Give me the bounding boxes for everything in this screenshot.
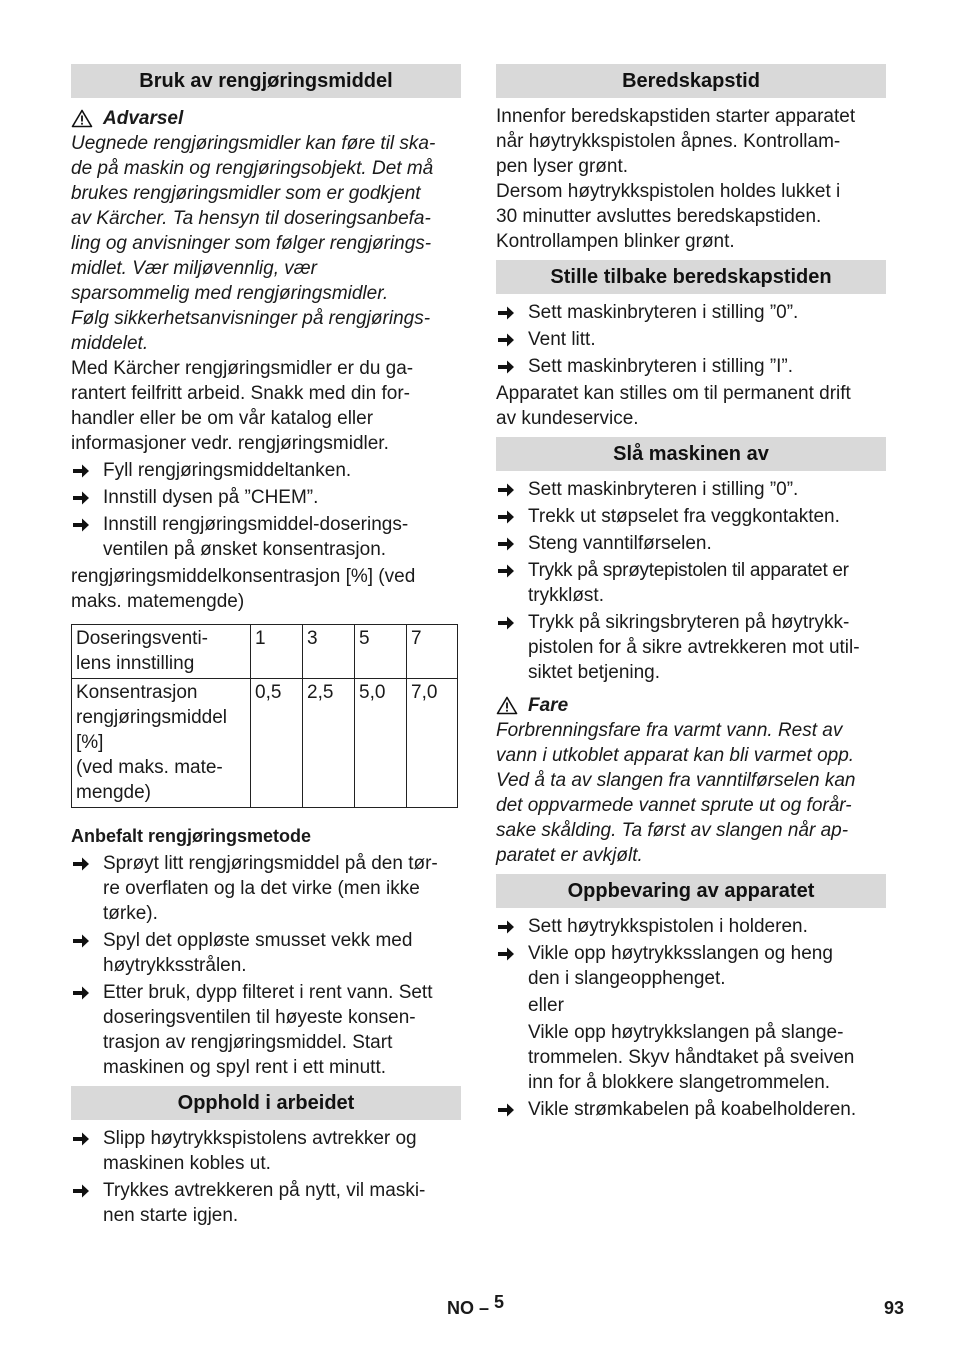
table-cell: 0,5: [251, 679, 303, 808]
step-list: [496, 300, 886, 379]
step-text: doseringsventilen til høyeste konsen-: [103, 1007, 416, 1028]
text-line: av Kärcher. Ta hensyn til doseringsanbefa-: [71, 208, 431, 229]
step-text: Sett maskinbryteren i stilling ”0”.: [528, 479, 799, 500]
cell-line: (ved maks. mate-: [76, 757, 223, 778]
step-text: Innstill rengjøringsmiddel-doserings-: [103, 514, 409, 535]
text-line: Uegnede rengjøringsmidler kan føre til ska-: [71, 133, 436, 154]
arrow-right-icon: [72, 933, 90, 949]
table-cell: 7: [407, 625, 458, 679]
step-text: Vikle opp høytrykksslangen og heng: [528, 943, 833, 964]
arrow-right-icon: [497, 359, 515, 375]
step-text: Vikle strømkabelen på koabelholderen.: [528, 1099, 857, 1120]
step-item: [71, 512, 461, 562]
text-line: 30 minutter avsluttes beredskapstiden.: [496, 206, 822, 227]
step-item: [496, 327, 886, 352]
step-text: re overflaten og la det virke (men ikke: [103, 878, 420, 899]
table-cell: 1: [251, 625, 303, 679]
step-text: pistolen for å sikre avtrekkeren mot util-: [528, 637, 860, 658]
text-line: inn for å blokkere slangetrommelen.: [528, 1072, 831, 1093]
text-line: brukes rengjøringsmidler som er godkjent: [71, 183, 421, 204]
text-line: det oppvarmede vannet sprute ut og forår-: [496, 795, 852, 816]
left-column: [71, 64, 461, 1230]
warning-title: Advarsel: [103, 108, 184, 129]
cell-line: Doseringsventi-: [76, 628, 208, 649]
warning-heading: [71, 106, 461, 131]
step-text: Sett maskinbryteren i stilling ”0”.: [528, 302, 799, 323]
step-text: trykkløst.: [528, 585, 604, 606]
step-item: [71, 851, 461, 926]
text-line: ling og anvisninger som følger rengjørings-: [71, 233, 432, 254]
cell-line: Konsentrasjon: [76, 682, 198, 703]
arrow-right-icon: [497, 332, 515, 348]
step-text: Fyll rengjøringsmiddeltanken.: [103, 460, 352, 481]
text-line: Følg sikkerhetsanvisninger på rengjørings-: [71, 308, 431, 329]
cell-line: [%]: [76, 732, 104, 753]
step-text: Trekk ut støpselet fra veggkontakten.: [528, 506, 840, 527]
step-item: [496, 914, 886, 939]
step-text: Trykk på sprøytepistolen til apparatet er: [528, 560, 849, 581]
table-cell-label: [72, 625, 251, 679]
cell-line: mengde): [76, 782, 151, 803]
dosage-table: [71, 624, 458, 808]
table-cell: 3: [303, 625, 355, 679]
section-heading: Opphold i arbeidet: [71, 1086, 461, 1120]
step-item: [496, 1097, 886, 1122]
step-text: siktet betjening.: [528, 662, 661, 683]
text-line: de på maskin og rengjøringsobjekt. Det må: [71, 158, 434, 179]
step-text: Trykk på sikringsbryteren på høytrykk-: [528, 612, 850, 633]
step-text: høytrykksstrålen.: [103, 955, 247, 976]
text-line: Kontrollampen blinker grønt.: [496, 231, 735, 252]
arrow-right-icon: [72, 463, 90, 479]
danger-text: [496, 718, 886, 868]
warning-triangle-icon: [496, 696, 518, 715]
step-item: [71, 928, 461, 978]
step-list: [71, 458, 461, 562]
step-text: Sett maskinbryteren i stilling ”I”.: [528, 356, 794, 377]
text-line: Vikle opp høytrykkslangen på slange-: [528, 1022, 844, 1043]
arrow-right-icon: [72, 490, 90, 506]
section-heading: Bruk av rengjøringsmiddel: [71, 64, 461, 98]
arrow-right-icon: [497, 482, 515, 498]
language-code: NO: [447, 1298, 474, 1318]
text-line: midlet. Vær miljøvennlig, vær: [71, 258, 317, 279]
text-line: paratet er avkjølt.: [496, 845, 643, 866]
arrow-right-icon: [72, 1131, 90, 1147]
section-heading: Stille tilbake beredskapstiden: [496, 260, 886, 294]
step-item: [496, 531, 886, 556]
text-line: når høytrykkspistolen åpnes. Kontrollam-: [496, 131, 841, 152]
warning-text: [71, 131, 461, 356]
step-list: [71, 851, 461, 1080]
section-heading: Slå maskinen av: [496, 437, 886, 471]
arrow-right-icon: [497, 509, 515, 525]
footer-language-label: [447, 1292, 505, 1319]
step-item: [496, 558, 886, 608]
text-line: trommelen. Skyv håndtaket på sveiven: [528, 1047, 855, 1068]
or-text: eller: [528, 995, 564, 1016]
step-text: Spyl det oppløste smusset vekk med: [103, 930, 413, 951]
text-line: Med Kärcher rengjøringsmidler er du ga-: [71, 358, 414, 379]
step-text: Sett høytrykkspistolen i holderen.: [528, 916, 808, 937]
warning-triangle-icon: [71, 109, 93, 128]
text-line: middelet.: [71, 333, 149, 354]
text-line: maks. matemengde): [71, 591, 245, 612]
step-text: maskinen og spyl rent i ett minutt.: [103, 1057, 387, 1078]
paragraph: [71, 356, 461, 456]
step-text: trasjon av rengjøringsmiddel. Start: [103, 1032, 393, 1053]
text-line: Ved å ta av slangen fra vanntilførselen kan: [496, 770, 856, 791]
step-text: Slipp høytrykkspistolens avtrekker og: [103, 1128, 417, 1149]
text-line: Forbrenningsfare fra varmt vann. Rest av: [496, 720, 843, 741]
arrow-right-icon: [497, 946, 515, 962]
right-column: [496, 64, 886, 1124]
text-line: sparsommelig med rengjøringsmidler.: [71, 283, 389, 304]
text-line: av kundeservice.: [496, 408, 639, 429]
section-number: 5: [494, 1292, 505, 1312]
table-row: [72, 625, 458, 679]
text-line: pen lyser grønt.: [496, 156, 628, 177]
step-item: [71, 485, 461, 510]
step-text: tørke).: [103, 903, 158, 924]
table-cell-label: [72, 679, 251, 808]
page-number: 93: [884, 1298, 905, 1318]
step-text: Etter bruk, dypp filteret i rent vann. Sett: [103, 982, 433, 1003]
alternative-text: [496, 1020, 886, 1095]
text-line: rantert feilfritt arbeid. Snakk med din for-: [71, 383, 410, 404]
cell-line: rengjøringsmiddel: [76, 707, 228, 728]
step-text: Steng vanntilførselen.: [528, 533, 712, 554]
step-list: [496, 914, 886, 991]
arrow-right-icon: [497, 1102, 515, 1118]
text-line: handler eller be om vår katalog eller: [71, 408, 374, 429]
arrow-right-icon: [72, 517, 90, 533]
table-cell: 7,0: [407, 679, 458, 808]
arrow-right-icon: [72, 856, 90, 872]
step-list: [496, 477, 886, 685]
step-item: [496, 504, 886, 529]
step-text: Vent litt.: [528, 329, 596, 350]
arrow-right-icon: [497, 536, 515, 552]
arrow-right-icon: [497, 919, 515, 935]
text-line: sake skålding. Ta først av slangen når ap-: [496, 820, 849, 841]
step-text: nen starte igjen.: [103, 1205, 239, 1226]
step-item: [496, 477, 886, 502]
step-text: ventilen på ønsket konsentrasjon.: [103, 539, 387, 560]
section-heading: Beredskapstid: [496, 64, 886, 98]
paragraph: [496, 104, 886, 254]
cell-line: lens innstilling: [76, 653, 195, 674]
step-text: maskinen kobles ut.: [103, 1153, 271, 1174]
step-text: Sprøyt litt rengjøringsmiddel på den tør-: [103, 853, 438, 874]
section-heading: Oppbevaring av apparatet: [496, 874, 886, 908]
text-line: Innenfor beredskapstiden starter apparatet: [496, 106, 856, 127]
table-cell: 5: [355, 625, 407, 679]
step-text: Trykkes avtrekkeren på nytt, vil maski-: [103, 1180, 426, 1201]
arrow-right-icon: [72, 985, 90, 1001]
step-list: [496, 1097, 886, 1122]
step-item: [496, 354, 886, 379]
subheading: Anbefalt rengjøringsmetode: [71, 826, 312, 846]
text-line: Dersom høytrykkspistolen holdes lukket i: [496, 181, 841, 202]
step-item: [71, 1178, 461, 1228]
arrow-right-icon: [497, 563, 515, 579]
arrow-right-icon: [497, 305, 515, 321]
danger-heading: [496, 693, 886, 718]
step-item: [496, 610, 886, 685]
text-line: informasjoner vedr. rengjøringsmidler.: [71, 433, 389, 454]
arrow-right-icon: [72, 1183, 90, 1199]
footer-dash: –: [479, 1298, 490, 1318]
step-text: den i slangeopphenget.: [528, 968, 726, 989]
text-line: vann i utkoblet apparat kan bli varmet opp.: [496, 745, 855, 766]
step-item: [496, 941, 886, 991]
danger-title: Fare: [528, 695, 569, 716]
arrow-right-icon: [497, 615, 515, 631]
step-item: [71, 458, 461, 483]
step-list: [71, 1126, 461, 1228]
table-cell: 5,0: [355, 679, 407, 808]
paragraph: [496, 381, 886, 431]
step-item: [71, 1126, 461, 1176]
text-line: rengjøringsmiddelkonsentrasjon [%] (ved: [71, 566, 416, 587]
step-text: Innstill dysen på ”CHEM”.: [103, 487, 319, 508]
step-item: [71, 980, 461, 1080]
table-row: [72, 679, 458, 808]
step-item: [496, 300, 886, 325]
text-line: Apparatet kan stilles om til permanent drift: [496, 383, 851, 404]
paragraph: [71, 564, 461, 614]
table-cell: 2,5: [303, 679, 355, 808]
